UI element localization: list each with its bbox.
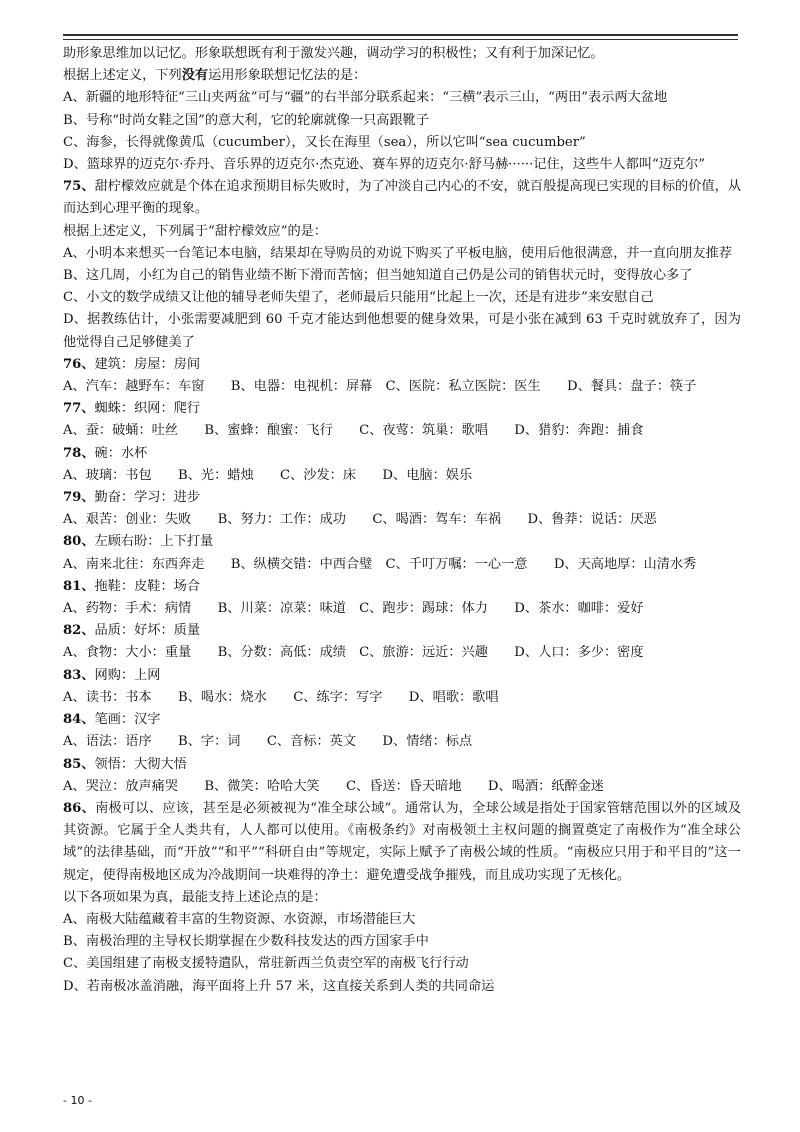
question-prompt: 以下各项如果为真，最能支持上述论点的是： xyxy=(63,889,327,905)
answer-option: B、号称“时尚女鞋之国”的意大利，它的轮廓就像一只高跟靴子 xyxy=(63,112,430,128)
answer-option: D、篮球界的迈克尔·乔丹、音乐界的迈克尔·杰克逊、赛车界的迈克尔·舒马赫······记住，这些牛人都叫“迈克尔” xyxy=(63,157,706,173)
answer-options-row: A、蚕：破蛹：吐丝 B、蜜蜂：酿蜜：飞行 C、夜莺：筑巢：歌唱 D、猎豹：奔跑：捕食 xyxy=(63,423,644,439)
answer-option: C、美国组建了南极支援特遣队，常驻新西兰负责空军的南极飞行行动 xyxy=(63,956,469,972)
emphasis-text: 没有 xyxy=(181,68,209,84)
question-number: 82、 xyxy=(63,623,95,639)
question-stem: 76、建筑：房屋：房间 xyxy=(63,356,201,372)
question-number: 77、 xyxy=(63,401,95,417)
question-number: 84、 xyxy=(63,712,95,728)
question-stem: 86、南极可以、应该，甚至是必须被视为“准全球公域”。通常认为，全球公域是指处于国家管辖范围以外的区域及其资源。它属于全人类共有，人人都可以使用。《南极条约》对南极领土主权问题的搁置奠定了南极作为“准全球公域”的法律基础，而“开放”“和平”“科研自由”等规定，实际上赋予了南极公域的性质。“南极应只用于和平目的”这一规定，使得南极地区成为冷战期间一块难得的净土：避免遭受战争摧残，而且成功实现了无核化。 xyxy=(63,800,741,883)
question-number: 80、 xyxy=(63,534,95,550)
answer-option: A、新疆的地形特征“三山夹两盆”可与“疆”的右半部分联系起来：“三横”表示三山，“两田”表示两大盆地 xyxy=(63,90,668,106)
answer-options-row: A、玻璃：书包 B、光：蜡烛 C、沙发：床 D、电脑：娱乐 xyxy=(63,467,473,483)
answer-options-row: A、语法：语序 B、字：词 C、音标：英文 D、情绪：标点 xyxy=(63,734,473,750)
question-prompt: 根据上述定义，下列没有运用形象联想记忆法的是： xyxy=(63,68,367,84)
question-number: 79、 xyxy=(63,490,95,506)
question-stem: 84、笔画：汉字 xyxy=(63,712,161,728)
answer-option: D、若南极冰盖消融，海平面将上升 57 米，这直接关系到人类的共同命运 xyxy=(63,978,495,994)
question-stem: 83、网购：上网 xyxy=(63,667,161,683)
answer-option: C、海参，长得就像黄瓜（cucumber），又长在海里（sea），所以它叫“sea cucumber” xyxy=(63,134,586,150)
question-stem: 78、碗：水杯 xyxy=(63,445,148,461)
answer-options-row: A、哭泣：放声痛哭 B、微笑：哈哈大笑 C、昏送：昏天暗地 D、喝酒：纸醉金迷 xyxy=(63,778,604,794)
question-stem: 75、甜柠檬效应就是个体在追求预期目标失败时，为了冲淡自己内心的不安，就百般提高现已实现的目标的价值，从而达到心理平衡的现象。 xyxy=(63,179,742,217)
answer-option: B、这几周，小红为自己的销售业绩不断下滑而苦恼；但当她知道自己仍是公司的销售状元时，变得放心多了 xyxy=(63,268,693,284)
answer-options-row: A、读书：书本 B、喝水：烧水 C、练字：写字 D、唱歌：歌唱 xyxy=(63,689,499,705)
header-rule-thick xyxy=(63,34,738,36)
question-number: 83、 xyxy=(63,667,95,683)
answer-option: C、小文的数学成绩又让他的辅导老师失望了，老师最后只能用“比起上一次，还是有进步”来安慰自己 xyxy=(63,290,654,306)
question-stem: 79、勤奋：学习：进步 xyxy=(63,490,201,506)
question-number: 81、 xyxy=(63,578,95,594)
question-number: 85、 xyxy=(63,756,95,772)
answer-option: A、南极大陆蕴藏着丰富的生物资源、水资源，市场潜能巨大 xyxy=(63,911,416,927)
question-number: 76、 xyxy=(63,356,95,372)
question-stem: 80、左顾右盼：上下打量 xyxy=(63,534,214,550)
answer-options-row: A、艰苦：创业：失败 B、努力：工作：成功 C、喝酒：驾车：车祸 D、鲁莽：说话：厌恶 xyxy=(63,512,657,528)
answer-option: B、南极治理的主导权长期掌握在少数科技发达的西方国家手中 xyxy=(63,934,429,950)
question-stem: 81、拖鞋：皮鞋：场合 xyxy=(63,578,201,594)
question-number: 75、 xyxy=(63,179,95,195)
answer-options-row: A、食物：大小：重量 B、分数：高低：成绩 C、旅游：远近：兴趣 D、人口：多少：密度 xyxy=(63,645,644,661)
question-prompt: 根据上述定义，下列属于“甜柠檬效应”的是： xyxy=(63,223,328,239)
answer-options-row: A、汽车：越野车：车窗 B、电器：电视机：屏幕 C、医院：私立医院：医生 D、餐具：盘子：筷子 xyxy=(63,379,697,395)
answer-options-row: A、南来北往：东西奔走 B、纵横交错：中西合璧 C、千叮万嘱：一心一意 D、天高地厚：山清水秀 xyxy=(63,556,697,572)
answer-option: A、小明本来想买一台笔记本电脑，结果却在导购员的劝说下购买了平板电脑，使用后他很满意，并一直向朋友推荐 xyxy=(63,245,732,261)
page-number: - 10 - xyxy=(63,1094,92,1107)
answer-option: D、据教练估计，小张需要减肥到 60 千克才能达到他想要的健身效果，可是小张在减到 63 千克时就放弃了，因为他觉得自己足够健美了 xyxy=(63,312,741,350)
question-stem: 82、品质：好坏：质量 xyxy=(63,623,201,639)
header-rule-thin xyxy=(63,39,738,40)
answer-options-row: A、药物：手术：病情 B、川菜：凉菜：味道 C、跑步：踢球：体力 D、茶水：咖啡：爱好 xyxy=(63,601,644,617)
question-number: 78、 xyxy=(63,445,95,461)
question-number: 86、 xyxy=(63,800,96,816)
page-body xyxy=(63,43,741,998)
question-stem: 77、蜘蛛：织网：爬行 xyxy=(63,401,201,417)
text-line: 助形象思维加以记忆。形象联想既有利于激发兴趣，调动学习的积极性；又有利于加深记忆。 xyxy=(63,46,604,61)
question-stem: 85、领悟：大彻大悟 xyxy=(63,756,187,772)
